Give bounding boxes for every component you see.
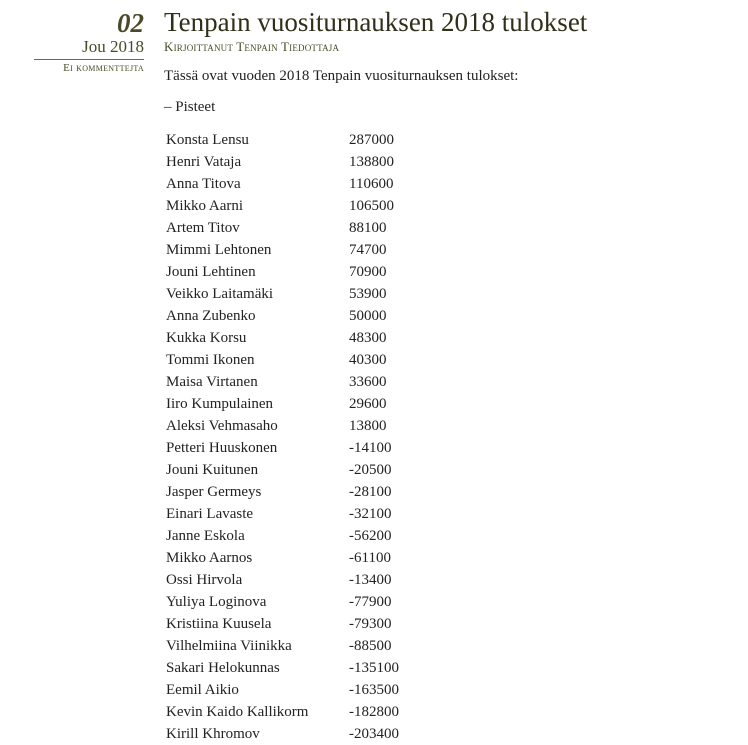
player-name: Aleksi Vehmasaho (166, 418, 278, 434)
player-score: 13800 (349, 418, 387, 434)
player-score: 33600 (349, 374, 387, 390)
table-row (164, 701, 399, 723)
table-row (164, 591, 399, 613)
player-name: Eemil Aikio (166, 682, 239, 698)
player-name: Henri Vataja (166, 154, 242, 170)
table-row (164, 437, 399, 459)
player-score: -182800 (349, 704, 399, 720)
table-row (164, 195, 399, 217)
player-name: Janne Eskola (166, 528, 245, 544)
player-name: Kukka Korsu (166, 330, 247, 346)
table-row (164, 723, 399, 745)
player-score: -163500 (349, 682, 399, 698)
player-name: Mikko Aarnos (166, 550, 253, 566)
table-row (164, 327, 399, 349)
player-name: Petteri Huuskonen (166, 440, 278, 456)
player-score: 138800 (349, 154, 394, 170)
player-score: -79300 (349, 616, 392, 632)
player-name: Vilhelmiina Viinikka (166, 638, 292, 654)
table-row (164, 481, 399, 503)
player-name: Einari Lavaste (166, 506, 254, 522)
player-name: Iiro Kumpulainen (166, 396, 274, 412)
player-name: Mimmi Lehtonen (166, 242, 272, 258)
results-table-body (164, 129, 399, 745)
player-name: Mikko Aarni (166, 198, 244, 214)
post-month-year: Jou 2018 (34, 38, 144, 60)
table-row (164, 261, 399, 283)
table-row (164, 657, 399, 679)
table-row (164, 349, 399, 371)
player-score: -14100 (349, 440, 392, 456)
table-row (164, 129, 399, 151)
post-author: Kirjoittanut Tenpain Tiedottaja (164, 39, 340, 54)
player-score: -56200 (349, 528, 392, 544)
player-score: 88100 (349, 220, 387, 236)
player-name: Anna Zubenko (166, 308, 256, 324)
post-subheading: – Pisteet (164, 99, 216, 115)
table-row (164, 283, 399, 305)
player-score: 110600 (349, 176, 394, 192)
player-score: -77900 (349, 594, 392, 610)
player-name: Konsta Lensu (166, 132, 249, 148)
table-row (164, 569, 399, 591)
table-row (164, 679, 399, 701)
table-row (164, 547, 399, 569)
player-name: Artem Titov (166, 220, 240, 236)
player-score: -28100 (349, 484, 392, 500)
table-row (164, 239, 399, 261)
player-name: Veikko Laitamäki (166, 286, 274, 302)
post-day: 02 (117, 8, 144, 38)
player-score: 50000 (349, 308, 387, 324)
table-row (164, 305, 399, 327)
player-score: -32100 (349, 506, 392, 522)
table-row (164, 613, 399, 635)
player-name: Kirill Khromov (166, 726, 260, 742)
player-score: 40300 (349, 352, 387, 368)
table-row (164, 503, 399, 525)
post-intro: Tässä ovat vuoden 2018 Tenpain vuositurnauksen tulokset: (164, 68, 519, 84)
player-score: -203400 (349, 726, 399, 742)
player-name: Maisa Virtanen (166, 374, 258, 390)
player-name: Anna Titova (166, 176, 241, 192)
player-score: 74700 (349, 242, 387, 258)
player-score: -88500 (349, 638, 392, 654)
player-score: -135100 (349, 660, 399, 676)
player-score: 29600 (349, 396, 387, 412)
player-score: 48300 (349, 330, 387, 346)
table-row (164, 217, 399, 239)
player-name: Kevin Kaido Kallikorm (166, 704, 309, 720)
player-name: Ossi Hirvola (166, 572, 243, 588)
post-title[interactable]: Tenpain vuositurnauksen 2018 tulokset (164, 7, 588, 37)
player-name: Tommi Ikonen (166, 352, 255, 368)
table-row (164, 459, 399, 481)
player-name: Jasper Germeys (166, 484, 262, 500)
comments-link[interactable]: Ei kommenttejta (63, 62, 144, 74)
player-name: Yuliya Loginova (166, 594, 267, 610)
table-row (164, 173, 399, 195)
player-name: Kristiina Kuusela (166, 616, 272, 632)
results-table (164, 129, 399, 745)
player-score: -13400 (349, 572, 392, 588)
player-score: 53900 (349, 286, 387, 302)
table-row (164, 371, 399, 393)
player-name: Jouni Kuitunen (166, 462, 259, 478)
post-meta (34, 8, 144, 74)
table-row (164, 525, 399, 547)
player-name: Sakari Helokunnas (166, 660, 280, 676)
player-score: -20500 (349, 462, 392, 478)
player-name: Jouni Lehtinen (166, 264, 256, 280)
player-score: 287000 (349, 132, 394, 148)
player-score: 106500 (349, 198, 394, 214)
table-row (164, 393, 399, 415)
table-row (164, 151, 399, 173)
player-score: -61100 (349, 550, 391, 566)
player-score: 70900 (349, 264, 387, 280)
table-row (164, 635, 399, 657)
post-article (164, 6, 734, 745)
table-row (164, 415, 399, 437)
